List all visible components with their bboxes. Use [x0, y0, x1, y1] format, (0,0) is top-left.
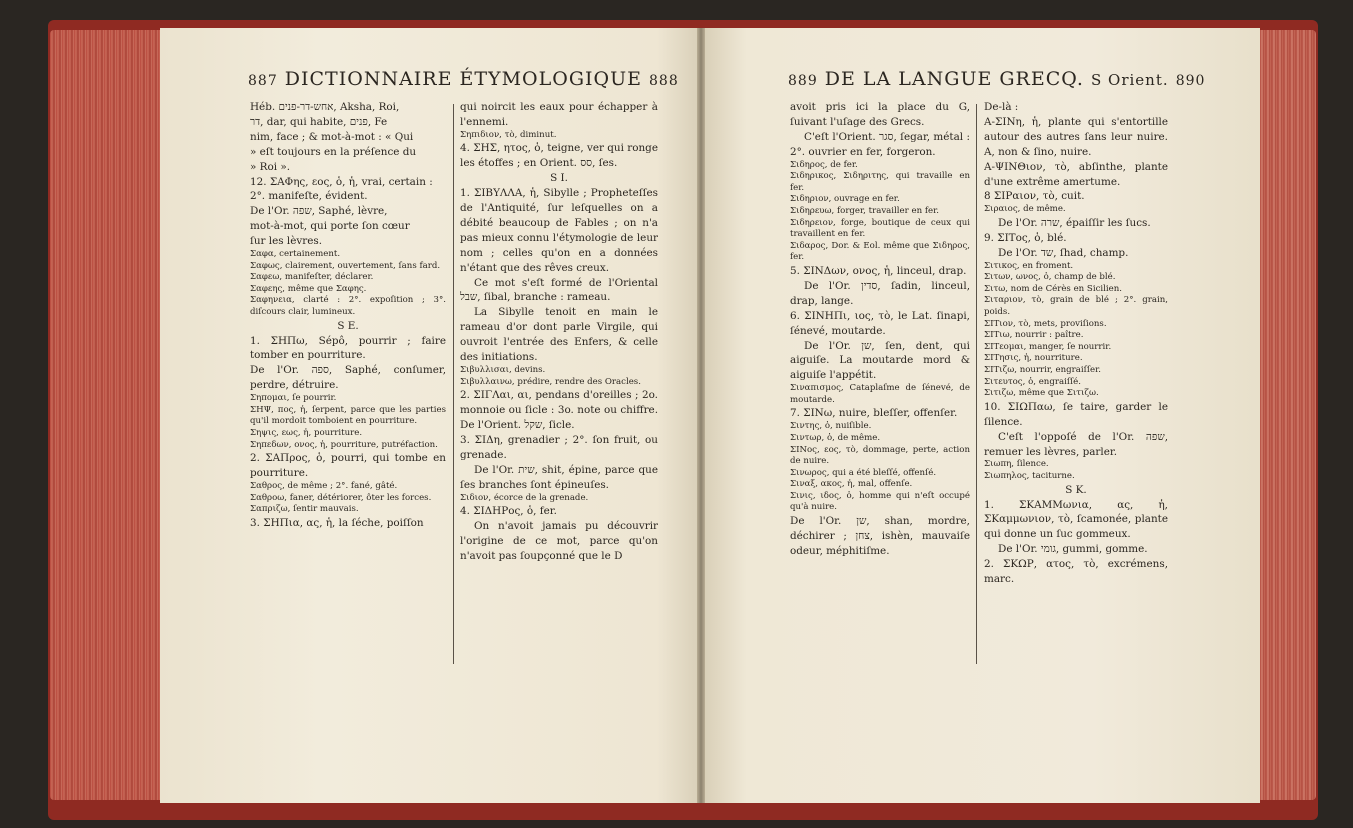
derivative-entry: Σηπεδων, ονος, ἡ, pourriture, putréfaction. — [250, 439, 438, 450]
derivative-entry: Σαπριζω, ſentir mauvais. — [250, 504, 359, 515]
entry-text: 7. ΣΙΝω, nuire, bleſſer, offenſer. — [790, 407, 958, 420]
entry-text: De l'Or. שרה, épaiſſir les ſucs. — [998, 216, 1151, 229]
derivative-entry: Σιωπηλος, taciturne. — [984, 471, 1075, 481]
left-page-header — [248, 68, 679, 90]
entry-text: On n'avoit jamais pu découvrir l'origine de ce mot, parce qu'on n'avoit pas ſoupçonné que le D — [460, 520, 658, 562]
entry-text: 6. ΣΙΝΗΠι, ιος, τὸ, le Lat. ſinapi, ſénevé, moutarde. — [790, 309, 970, 337]
derivative-entry: Σαφηνεια, clarté : 2°. expoſition ; 3°. diſcours clair, lumineux. — [250, 295, 446, 318]
derivative-entry: Σαθρος, de même ; 2°. fané, gâté. — [250, 480, 398, 491]
entry-text: De l'Or. סדין, ſadin, linceul, drap, lange. — [790, 279, 970, 307]
section-heading: S E. — [337, 319, 359, 332]
derivative-entry: Σαφεω, manifeſter, déclarer. — [250, 272, 374, 283]
entry-text: 12. ΣΑΦης, εος, ὁ, ἡ, vrai, certain : — [250, 175, 433, 188]
derivative-entry: Σιωπη, ſilence. — [984, 459, 1049, 470]
derivative-entry: Σινωρος, qui a été bleſſé, offenſé. — [790, 467, 937, 478]
entry-text: C'eſt l'oppoſé de l'Or. שפה, remuer les lèvres, parler. — [984, 430, 1168, 458]
derivative-entry: Σιδηρικος, Σιδηριτης, qui travaille en fer. — [790, 171, 970, 193]
left-column-rule — [453, 104, 454, 664]
entry-text: nim, face ; & mot-à-mot : « Qui — [250, 130, 414, 143]
derivative-entry: Σιτω, nom de Cérès en Sicilien. — [984, 283, 1122, 294]
derivative-entry: Σιδιον, écorce de la grenade. — [460, 492, 589, 503]
book-gutter — [697, 28, 705, 803]
derivative-entry: Σιταριον, τὸ, grain de blé ; 2°. grain, poids. — [984, 295, 1168, 318]
derivative-entry: Σιβυλλαινω, prédire, rendre des Oracles. — [460, 376, 641, 387]
derivative-entry: Σαφως, clairement, ouvertement, ſans fard. — [250, 260, 441, 271]
right-page — [702, 28, 1260, 803]
derivative-entry: Σιντης, ὁ, nuiſible. — [790, 421, 872, 432]
entry-text: 4. ΣΙΔΗΡος, ὁ, fer. — [460, 505, 557, 518]
entry-text: Ce mot s'eſt formé de l'Oriental שבל, ſibal, branche : rameau. — [460, 276, 658, 304]
entry-text: 2. ΣΙΓΛαι, αι, pendans d'oreilles ; 2o. monnoie ou ſicle : 3o. note ou chiffre. De l'Orient. שקל, ſicle. — [460, 389, 658, 431]
derivative-entry: Σινις, ιδος, ὁ, homme qui n'eſt occupé qu'à nuire. — [790, 490, 970, 513]
derivative-entry: Σιτικος, en froment. — [984, 260, 1074, 271]
section-heading: S I. — [550, 172, 568, 185]
derivative-entry: Σαφεης, même que Σαφης. — [250, 283, 367, 294]
entry-text: Α-ΣΙΝη, ἡ, plante qui s'entortille autour des autres ſans leur nuire. A, non & ſino, nuire. — [984, 115, 1168, 158]
entry-text: De-là : — [984, 101, 1019, 113]
entry-text: C'eſt l'Orient. סגר, ſegar, métal : 2°. ouvrier en fer, forgeron. — [790, 130, 970, 158]
right-page-number: 889 — [788, 73, 818, 89]
derivative-entry: Σιβυλλισαι, devins. — [460, 365, 546, 375]
derivative-entry: ΣΙΤιω, nourrir : paître. — [984, 330, 1084, 341]
right-running-title: DE LA LANGUE GRECQ. — [824, 68, 1084, 90]
entry-text: 1. ΣΗΠω, Sépô, pourrir ; faire tomber en pourriture. — [250, 334, 446, 362]
entry-text: Héb. אחש-דר-פנים, Aksha, Roi, — [250, 101, 400, 113]
derivative-entry: Σαθροω, faner, détériorer, ôter les forces. — [250, 492, 432, 503]
entry-text: » eſt toujours en la préſence du — [250, 145, 417, 158]
derivative-entry: Σιτων, ωνος, ὁ, champ de blé. — [984, 272, 1116, 283]
left-column-2 — [460, 100, 658, 660]
derivative-entry: Σιντωρ, ὁ, de même. — [790, 432, 881, 443]
entry-text: 2. ΣΑΠρος, ὁ, pourri, qui tombe en pourriture. — [250, 452, 446, 480]
derivative-entry: Σηπιδιον, τὸ, diminut. — [460, 129, 557, 140]
right-column-rule — [976, 104, 977, 664]
left-column-1 — [250, 100, 446, 660]
right-page-header — [788, 68, 1205, 90]
derivative-entry: Σιραιος, de même. — [984, 204, 1066, 215]
derivative-entry: Σιδηρευω, forger, travailler en fer. — [790, 206, 939, 216]
entry-text: 10. ΣΙΩΠαω, ſe taire, garder le ſilence. — [984, 400, 1168, 428]
derivative-entry: Σιδηρειον, forge, boutique de ceux qui travaillent en fer. — [790, 217, 970, 240]
entry-text: 3. ΣΗΠια, ας, ἡ, la ſéche, poiſſon — [250, 516, 424, 529]
entry-text: avoit pris ici la place du G, ſuivant l'uſage des Grecs. — [790, 101, 970, 128]
entry-text: 2°. manifeſte, évident. — [250, 190, 368, 203]
derivative-entry: Σαφα, certainement. — [250, 249, 341, 260]
derivative-entry: Σιδηριον, ouvrage en fer. — [790, 194, 900, 205]
page-edges-right — [1258, 30, 1316, 800]
entry-text: ſur les lèvres. — [250, 235, 323, 248]
entry-text: De l'Or. שן, ſen, dent, qui aiguiſe. La moutarde mord & aiguiſe l'appétit. — [790, 339, 970, 382]
entry-text: mot-à-mot, qui porte ſon cœur — [250, 220, 410, 233]
entry-text: De l'Or. שן, shan, mordre, déchirer ; צחן, ishèn, mauvaiſe odeur, méphitiſme. — [790, 515, 970, 557]
derivative-entry: Σιτευτος, ὁ, engraiſſé. — [984, 376, 1081, 387]
derivative-entry: ΣΗΨ, πος, ἡ, ſerpent, parce que les parties qu'il mordoit tomboient en pourriture. — [250, 404, 446, 427]
entry-text: » Roi ». — [250, 160, 291, 173]
entry-text: De l'Or. שפה, Saphé, lèvre, — [250, 205, 388, 218]
entry-text: 9. ΣΙΤος, ὁ, blé. — [984, 231, 1067, 244]
entry-text: 4. ΣΗΣ, ητος, ὁ, teigne, ver qui ronge les étoffes ; en Orient. סס, ſes. — [460, 142, 658, 170]
left-running-title: DICTIONNAIRE ÉTYMOLOGIQUE — [284, 68, 642, 90]
section-heading: S K. — [1065, 483, 1087, 496]
derivative-entry: ΣΙΤεομαι, manger, ſe nourrir. — [984, 341, 1112, 352]
derivative-entry: ΣΙΤιζω, nourrir, engraiſſer. — [984, 365, 1101, 375]
derivative-entry: ΣΙΝος, εος, τὸ, dommage, perte, action de nuire. — [790, 444, 970, 467]
right-column-1 — [790, 100, 970, 690]
right-section-label: S Orient. — [1090, 71, 1169, 89]
entry-text: qui noircit les eaux pour échapper à l'ennemi. — [460, 101, 658, 128]
entry-text: De l'Or. שד, ſhad, champ. — [998, 246, 1129, 259]
entry-text: 8 ΣΙΡαιον, τὸ, cuit. — [984, 190, 1085, 203]
derivative-entry: ΣΙΤησις, ἡ, nourriture. — [984, 353, 1083, 364]
right-page-number-right: 890 — [1175, 73, 1206, 89]
derivative-entry: Σηψις, εως, ἡ, pourriture. — [250, 427, 363, 438]
derivative-entry: ΣΙΤιον, τὸ, mets, proviſions. — [984, 318, 1107, 329]
left-page-number-right: 888 — [649, 73, 679, 89]
derivative-entry: Σιναξ, ακος, ἡ, mal, offenſe. — [790, 479, 913, 490]
left-page-number: 887 — [248, 73, 278, 89]
entry-text: De l'Or. גומי, gummi, gomme. — [998, 543, 1148, 556]
entry-text: Α-ΨΙΝΘιον, τὸ, abſinthe, plante d'une extrême amertume. — [984, 160, 1168, 188]
entry-text: 3. ΣΙΔη, grenadier ; 2°. ſon fruit, ou grenade. — [460, 433, 658, 461]
entry-text: 1. ΣΙΒΥΛΛΑ, ἡ, Sibylle ; Propheteſſes de l'Antiquité, ſur leſquelles on a débité beaucoup de Fables ; on n'a pas mieux connu l'étymologie de leur nom ; celles qu'on en a données n'étant que des rêves creux. — [460, 187, 658, 274]
page-edges-left — [50, 30, 162, 800]
derivative-entry: Σιναπισμος, Cataplaſme de ſénevé, de moutarde. — [790, 383, 970, 405]
right-column-2 — [984, 100, 1168, 690]
derivative-entry: Σιδηρος, de fer. — [790, 159, 858, 170]
entry-text: 2. ΣΚΩΡ, ατος, τὸ, excrémens, marc. — [984, 558, 1168, 586]
derivative-entry: Σιδαρος, Dor. & Eol. même que Σιδηρος, fer. — [790, 240, 970, 263]
entry-text: De l'Or. ספה, Saphé, conſumer, perdre, détruire. — [250, 364, 446, 392]
entry-text: De l'Or. שית, shit, épine, parce que ſes branches ſont épineuſes. — [460, 463, 658, 491]
entry-text: La Sibylle tenoit en main le rameau d'or dont parle Virgile, qui ouvroit l'entrée des Enfers, & celle des initiations. — [460, 306, 658, 364]
derivative-entry: Σηπομαι, ſe pourrir. — [250, 393, 337, 404]
entry-text: דר, dar, qui habite, פנים, Fe — [250, 115, 388, 128]
derivative-entry: Σιτιζω, même que Σιτιζω. — [984, 388, 1099, 399]
entry-text: 5. ΣΙΝΔων, ονος, ἡ, linceul, drap. — [790, 264, 967, 277]
entry-text: 1. ΣΚΑΜΜωνια, ας, ἡ, ΣΚαμμωνιον, τὸ, ſcamonée, plante qui donne un ſuc gommeux. — [984, 498, 1168, 541]
